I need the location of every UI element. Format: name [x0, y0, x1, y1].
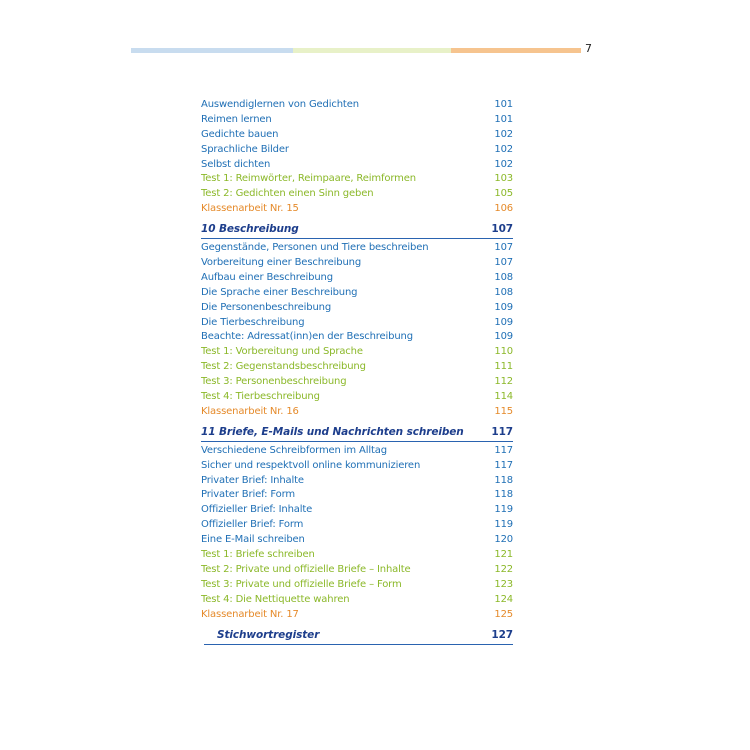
toc-entry[interactable]: [201, 345, 513, 360]
index-heading[interactable]: [204, 626, 513, 645]
toc-entry[interactable]: [201, 241, 513, 256]
chapter-heading-label: 10 Beschreibung: [201, 223, 299, 236]
toc-entry[interactable]: [201, 202, 513, 217]
toc-entry-page: 108: [494, 286, 513, 298]
toc-group-briefe: [201, 444, 513, 623]
toc-entry-label: Die Sprache einer Beschreibung: [201, 286, 358, 298]
toc-entry-label: Offizieller Brief: Inhalte: [201, 504, 313, 516]
toc-entry-page: 101: [494, 113, 513, 125]
toc-entry-label: Test 3: Personenbeschreibung: [201, 376, 347, 388]
toc-entry-label: Test 1: Briefe schreiben: [201, 549, 315, 561]
toc-entry-label: Klassenarbeit Nr. 15: [201, 203, 299, 215]
toc-entry[interactable]: [201, 474, 513, 489]
toc-entry-label: Test 1: Reimwörter, Reimpaare, Reimformen: [201, 173, 416, 185]
table-of-contents: [201, 98, 513, 647]
toc-entry-label: Offizieller Brief: Form: [201, 519, 304, 531]
toc-entry[interactable]: [201, 98, 513, 113]
toc-entry-label: Klassenarbeit Nr. 16: [201, 405, 299, 417]
header-bar-blue: [131, 48, 293, 53]
toc-entry-page: 114: [494, 391, 513, 403]
toc-entry[interactable]: [201, 444, 513, 459]
toc-entry[interactable]: [201, 360, 513, 375]
toc-entry-label: Test 4: Tierbeschreibung: [201, 391, 320, 403]
toc-entry-label: Beachte: Adressat(inn)en der Beschreibung: [201, 331, 413, 343]
chapter-heading-10[interactable]: [201, 220, 513, 239]
index-heading-page: 127: [491, 628, 513, 641]
toc-entry-page: 108: [494, 271, 513, 283]
toc-entry[interactable]: [201, 316, 513, 331]
toc-entry-label: Sprachliche Bilder: [201, 143, 289, 155]
toc-entry-page: 109: [494, 331, 513, 343]
chapter-heading-page: 107: [491, 223, 513, 236]
page-number: 7: [585, 42, 592, 55]
toc-entry-page: 118: [494, 474, 513, 486]
toc-entry[interactable]: [201, 172, 513, 187]
toc-entry-page: 105: [494, 188, 513, 200]
toc-entry-label: Test 2: Gegenstandsbeschreibung: [201, 361, 366, 373]
toc-entry-page: 125: [494, 608, 513, 620]
toc-entry[interactable]: [201, 503, 513, 518]
toc-entry[interactable]: [201, 158, 513, 173]
toc-entry-page: 118: [494, 489, 513, 501]
toc-entry-label: Privater Brief: Form: [201, 489, 295, 501]
toc-entry-page: 124: [494, 593, 513, 605]
toc-entry[interactable]: [201, 375, 513, 390]
toc-entry-page: 120: [494, 534, 513, 546]
toc-entry[interactable]: [201, 301, 513, 316]
toc-entry[interactable]: [201, 390, 513, 405]
toc-entry[interactable]: [201, 187, 513, 202]
toc-entry[interactable]: [201, 330, 513, 345]
toc-entry-label: Test 4: Die Nettiquette wahren: [201, 593, 350, 605]
toc-entry-page: 121: [494, 549, 513, 561]
toc-entry-page: 117: [494, 444, 513, 456]
toc-entry[interactable]: [201, 518, 513, 533]
toc-entry-label: Test 1: Vorbereitung und Sprache: [201, 346, 363, 358]
toc-entry-page: 101: [494, 99, 513, 110]
chapter-heading-label: 11 Briefe, E-Mails und Nachrichten schreiben: [201, 425, 464, 438]
toc-entry[interactable]: [201, 286, 513, 301]
toc-entry-page: 117: [494, 459, 513, 471]
toc-group-gedichte: [201, 98, 513, 217]
toc-entry-page: 122: [494, 563, 513, 575]
toc-entry[interactable]: [201, 548, 513, 563]
toc-entry[interactable]: [201, 593, 513, 608]
toc-entry-page: 103: [494, 173, 513, 185]
toc-entry-label: Reimen lernen: [201, 113, 272, 125]
chapter-heading-page: 117: [491, 425, 513, 438]
toc-entry-label: Gedichte bauen: [201, 128, 279, 140]
toc-entry[interactable]: [201, 256, 513, 271]
toc-entry-page: 115: [494, 405, 513, 417]
toc-entry[interactable]: [201, 271, 513, 286]
toc-entry-label: Sicher und respektvoll online kommunizieren: [201, 459, 421, 471]
toc-entry-label: Auswendiglernen von Gedichten: [201, 99, 359, 110]
header-bar-green: [293, 48, 451, 53]
toc-entry-label: Test 3: Private und offizielle Briefe – Form: [201, 578, 402, 590]
toc-entry[interactable]: [201, 563, 513, 578]
toc-entry-page: 109: [494, 301, 513, 313]
toc-entry-label: Gegenstände, Personen und Tiere beschreiben: [201, 242, 429, 254]
toc-entry-page: 109: [494, 316, 513, 328]
toc-entry-page: 112: [494, 376, 513, 388]
index-heading-label: Stichwortregister: [217, 628, 320, 641]
toc-entry-label: Test 2: Private und offizielle Briefe – Inhalte: [201, 563, 411, 575]
toc-entry-label: Eine E-Mail schreiben: [201, 534, 305, 546]
toc-entry-label: Aufbau einer Beschreibung: [201, 271, 333, 283]
toc-entry[interactable]: [201, 488, 513, 503]
toc-entry[interactable]: [201, 533, 513, 548]
toc-entry-label: Privater Brief: Inhalte: [201, 474, 304, 486]
toc-entry-page: 110: [494, 346, 513, 358]
toc-entry[interactable]: [201, 405, 513, 420]
toc-entry-page: 111: [494, 361, 513, 373]
toc-entry-page: 107: [494, 242, 513, 254]
toc-entry-label: Selbst dichten: [201, 158, 271, 170]
toc-entry-label: Klassenarbeit Nr. 17: [201, 608, 299, 620]
toc-entry-page: 119: [494, 504, 513, 516]
toc-entry[interactable]: [201, 459, 513, 474]
toc-entry[interactable]: [201, 113, 513, 128]
toc-entry[interactable]: [201, 143, 513, 158]
toc-entry-label: Vorbereitung einer Beschreibung: [201, 257, 362, 269]
toc-entry[interactable]: [201, 608, 513, 623]
toc-entry-page: 107: [494, 257, 513, 269]
header-bar-orange: [451, 48, 581, 53]
toc-entry-label: Test 2: Gedichten einen Sinn geben: [201, 188, 374, 200]
toc-group-beschreibung: [201, 241, 513, 420]
toc-entry-label: Die Personenbeschreibung: [201, 301, 332, 313]
toc-entry-page: 119: [494, 519, 513, 531]
toc-entry-label: Die Tierbeschreibung: [201, 316, 305, 328]
toc-entry-page: 102: [494, 143, 513, 155]
toc-entry-label: Verschiedene Schreibformen im Alltag: [201, 444, 387, 456]
toc-entry[interactable]: [201, 128, 513, 143]
toc-entry-page: 123: [494, 578, 513, 590]
chapter-heading-11[interactable]: [201, 423, 513, 442]
toc-entry-page: 106: [494, 203, 513, 215]
toc-entry-page: 102: [494, 128, 513, 140]
toc-entry-page: 102: [494, 158, 513, 170]
toc-entry[interactable]: [201, 578, 513, 593]
